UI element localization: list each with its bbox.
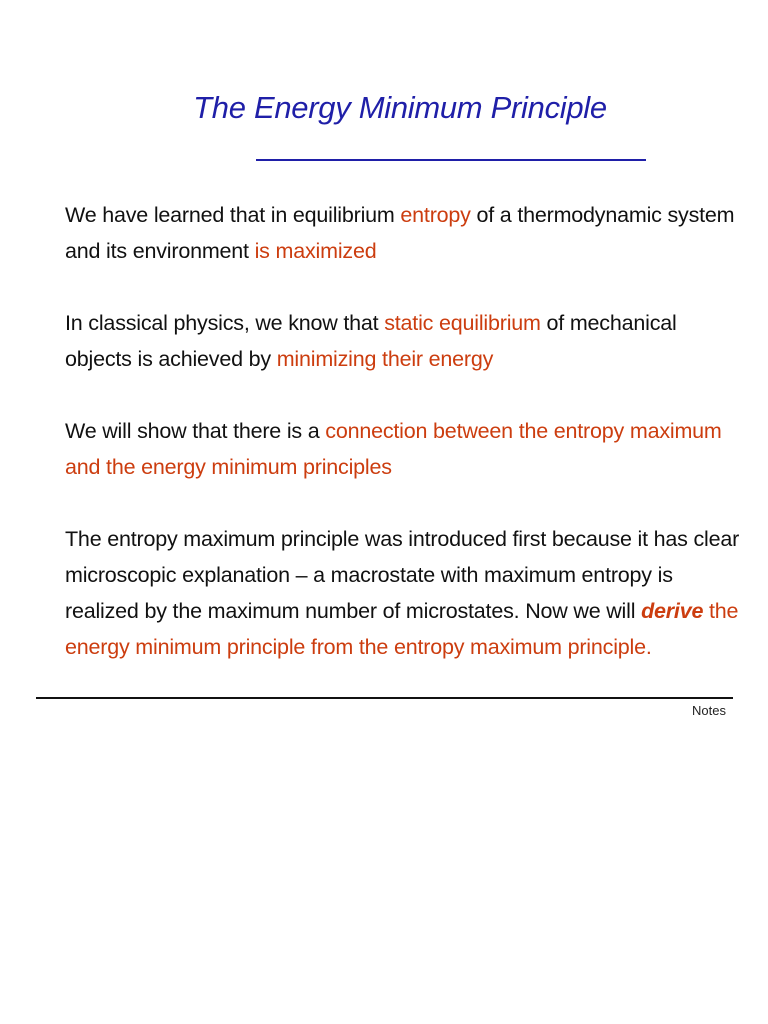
paragraph-4-text-a: The entropy maximum principle was introduced first because it has clear microscopic explanation – a macrostate with maximum entropy is realized by the maximum number of microstates. Now we will [65, 527, 740, 623]
paragraph-1-text-c: of a thermodynamic system and its environment [65, 203, 735, 263]
slide-content [65, 197, 745, 701]
notes-label: Notes [692, 703, 726, 718]
paragraph-3-text-a: We will show that there is a [65, 419, 326, 443]
paragraph-4 [65, 521, 745, 665]
paragraph-2-text-c: of mechanical objects is achieved by [65, 311, 677, 371]
title-underline [256, 159, 646, 161]
paragraph-1 [65, 197, 745, 269]
paragraph-1-highlight-maximized: is maximized [254, 239, 377, 263]
paragraph-1-highlight-entropy: entropy [400, 203, 471, 227]
paragraph-2-highlight-static-equilibrium: static equilibrium [384, 311, 541, 335]
paragraph-3 [65, 413, 745, 485]
slide-title: The Energy Minimum Principle [193, 90, 607, 125]
paragraph-2-highlight-minimizing-energy: minimizing their energy [276, 347, 494, 371]
paragraph-3-highlight-connection: connection between the entropy maximum and the energy minimum principles [65, 419, 722, 479]
paragraph-2 [65, 305, 745, 377]
paragraph-4-highlight-derive-text: the energy minimum principle from the entropy maximum principle. [65, 599, 739, 659]
paragraph-2-text-a: In classical physics, we know that [65, 311, 385, 335]
paragraph-1-text-a: We have learned that in equilibrium [65, 203, 401, 227]
notes-divider [36, 697, 733, 699]
paragraph-4-emphasis-derive: derive [641, 599, 704, 623]
